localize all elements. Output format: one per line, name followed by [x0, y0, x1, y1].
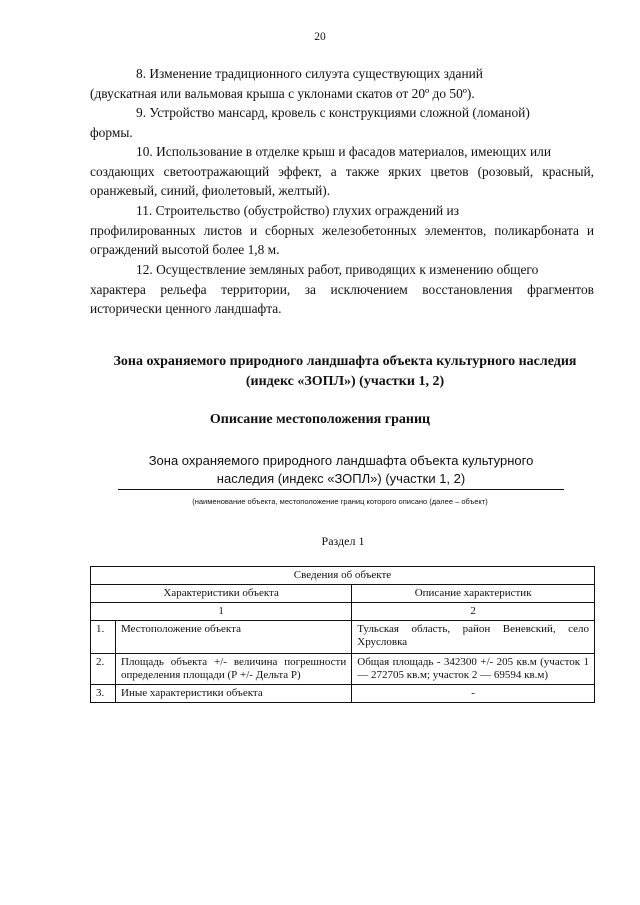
object-name-line-1: Зона охраняемого природного ландшафта объекта культурного	[148, 453, 534, 468]
table-column-number-row	[91, 603, 595, 621]
row-characteristic: Площадь объекта +/- величина погрешности определения площади (Р +/- Дельта Р)	[116, 654, 352, 685]
prohibition-text-first-line: 8. Изменение традиционного силуэта существующих зданий	[136, 66, 483, 81]
table-row	[91, 654, 595, 685]
table-column-number: 1	[91, 603, 352, 621]
row-number: 3.	[91, 685, 116, 703]
prohibition-text-first-line: 9. Устройство мансард, кровель с конструкциями сложной (ломаной)	[136, 105, 530, 120]
row-characteristic: Иные характеристики объекта	[116, 685, 352, 703]
prohibition-item-9	[90, 103, 594, 142]
row-characteristic: Местоположение объекта	[116, 621, 352, 654]
table-header-description: Описание характеристик	[352, 585, 595, 603]
page-number: 20	[314, 31, 326, 43]
prohibition-item-10	[90, 142, 594, 201]
row-description: -	[352, 685, 595, 703]
row-description: Тульская область, район Веневский, село Хрусловка	[352, 621, 595, 654]
prohibition-text-first-line: 10. Использование в отделке крыш и фасадов материалов, имеющих или	[136, 144, 551, 159]
table-title-row	[91, 567, 595, 585]
object-name-line-2: наследия (индекс «ЗОПЛ») (участки 1, 2)	[216, 471, 466, 486]
table-row	[91, 621, 595, 654]
prohibition-text-rest: профилированных листов и сборных железобетонных элементов, поликарбоната и ограждений высотой более 1,8 м.	[90, 222, 594, 257]
zone-heading	[80, 352, 610, 392]
prohibition-text-first-line: 11. Строительство (обустройство) глухих ограждений из	[136, 203, 459, 218]
prohibition-text-first-line: 12. Осуществление земляных работ, приводящих к изменению общего	[136, 262, 539, 277]
zone-heading-line-2: (индекс «ЗОПЛ») (участки 1, 2)	[245, 374, 445, 389]
row-number: 2.	[91, 654, 116, 685]
table-row	[91, 685, 595, 703]
prohibition-text-rest: создающих светоотражающий эффект, а также ярких цветов (розовый, красный, оранжевый, синий, фиолетовый, желтый).	[90, 163, 594, 198]
table-column-number: 2	[352, 603, 595, 621]
prohibition-text-rest: (двускатная или вальмовая крыша с уклонами скатов от 20º до 50º).	[90, 85, 475, 101]
section-label: Раздел 1	[321, 534, 365, 548]
object-name	[118, 452, 564, 490]
row-description: Общая площадь - 342300 +/- 205 кв.м (участок 1 — 272705 кв.м; участок 2 — 69594 кв.м)	[352, 654, 595, 685]
prohibition-item-11	[90, 201, 594, 260]
row-number: 1.	[91, 621, 116, 654]
table-header-row	[91, 585, 595, 603]
table-header-characteristic: Характеристики объекта	[91, 585, 352, 603]
object-info-table	[90, 566, 595, 703]
prohibition-item-12	[90, 260, 594, 319]
table-title: Сведения об объекте	[91, 567, 595, 585]
prohibition-text-rest: характера рельефа территории, за исключением восстановления фрагментов исторически ценного ландшафта.	[90, 281, 594, 316]
object-name-caption: (наименование объекта, местоположение границ которого описано (далее – объект)	[192, 497, 488, 506]
prohibition-text-rest: формы.	[90, 124, 133, 140]
zone-heading-line-1: Зона охраняемого природного ландшафта объекта культурного наследия	[113, 354, 577, 369]
boundary-description-title: Описание местоположения границ	[209, 412, 431, 427]
prohibition-item-8	[90, 64, 594, 103]
